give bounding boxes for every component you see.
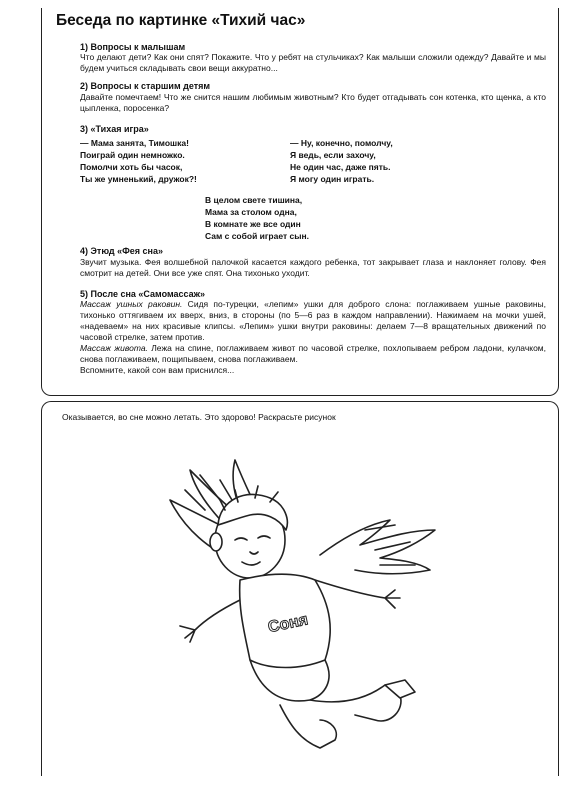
poem-right xyxy=(290,137,393,185)
section-5-text xyxy=(62,299,546,376)
section-4-heading: 4) Этюд «Фея сна» xyxy=(80,246,163,256)
poem-line: Не один час, даже пять. xyxy=(290,162,391,172)
shirt-lettering: Соня xyxy=(266,611,310,637)
section-1-text xyxy=(62,52,546,74)
poem-line: — Мама занята, Тимошка! xyxy=(80,138,189,148)
legs-icon xyxy=(250,660,415,748)
massage-belly-body: Лежа на спине, поглаживаем живот по часовой стрелке, похлопываем ребром ладони, кулачком, снова поглаживаем, пощипываем, снова поглаживаем. xyxy=(80,343,546,364)
section-4-text xyxy=(62,257,546,279)
poem-line: — Ну, конечно, помолчу, xyxy=(290,138,393,148)
closing-question: Вспомните, какой сон вам приснился... xyxy=(80,365,235,375)
poem-line: В комнате же все один xyxy=(205,219,301,229)
massage-ears-lead: Массаж ушных раковин. xyxy=(80,299,183,309)
section-3-heading: 3) «Тихая игра» xyxy=(80,124,149,134)
massage-belly-lead: Массаж живота. xyxy=(80,343,148,353)
poem-line: Помолчи хоть бы часок, xyxy=(80,162,183,172)
shirt-icon xyxy=(240,574,400,667)
page-title: Беседа по картинке «Тихий час» xyxy=(56,12,306,29)
poem-center xyxy=(205,194,309,242)
right-wing-icon xyxy=(320,520,435,574)
poem-line: Я ведь, если захочу, xyxy=(290,150,376,160)
poem-line: В целом свете тишина, xyxy=(205,195,303,205)
flying-boy-illustration xyxy=(150,430,450,760)
poem-line: Я могу один играть. xyxy=(290,174,375,184)
massage-ears-body: Сидя по-турецки, «лепим» ушки для доброго слона: поглаживаем ушные раковины, тихонько оттягиваем их вверх, вниз, в стороны (по 5—6 раз в каждом направлении). Нажимаем на мочки ушей, «надеваем» на них красивые клипсы. «Лепим» ушки внутри раковины: делаем 7—8 вращательных движений по часовой стрелке, затем против. xyxy=(80,299,546,342)
poem-line: Поиграй один немножко. xyxy=(80,150,185,160)
coloring-caption: Оказывается, во сне можно летать. Это здорово! Раскрасьте рисунок xyxy=(62,412,336,422)
section-4-body: Звучит музыка. Фея волшебной палочкой касается каждого ребенка, тот закрывает глаза и наклоняет голову. Фея смотрит на детей. Они все уже спят. Она тихонько уходит. xyxy=(80,257,546,278)
poem-left xyxy=(80,137,197,185)
section-2-text xyxy=(62,92,546,114)
massage-belly-paragraph xyxy=(62,343,546,365)
poem-line: Сам с собой играет сын. xyxy=(205,231,309,241)
poem-line: Ты же умненький, дружок?! xyxy=(80,174,197,184)
section-1-body: Что делают дети? Как они спят? Покажите. Что у ребят на стульчиках? Как малыши сложили одежду? Давайте и мы будем учиться складывать свои вещи аккуратно... xyxy=(80,52,546,73)
poem-line: Мама за столом одна, xyxy=(205,207,297,217)
section-2-heading: 2) Вопросы к старшим детям xyxy=(80,81,211,91)
massage-ears-paragraph xyxy=(62,299,546,343)
section-2-body: Давайте помечтаем! Что же снится нашим любимым животным? Кто будет отгадывать сон котенка, кто щенка, а кто цыпленка, поросенка? xyxy=(80,92,546,113)
section-1-heading: 1) Вопросы к малышам xyxy=(80,42,186,52)
section-5-heading: 5) После сна «Самомассаж» xyxy=(80,289,206,299)
left-arm-icon xyxy=(180,600,240,642)
